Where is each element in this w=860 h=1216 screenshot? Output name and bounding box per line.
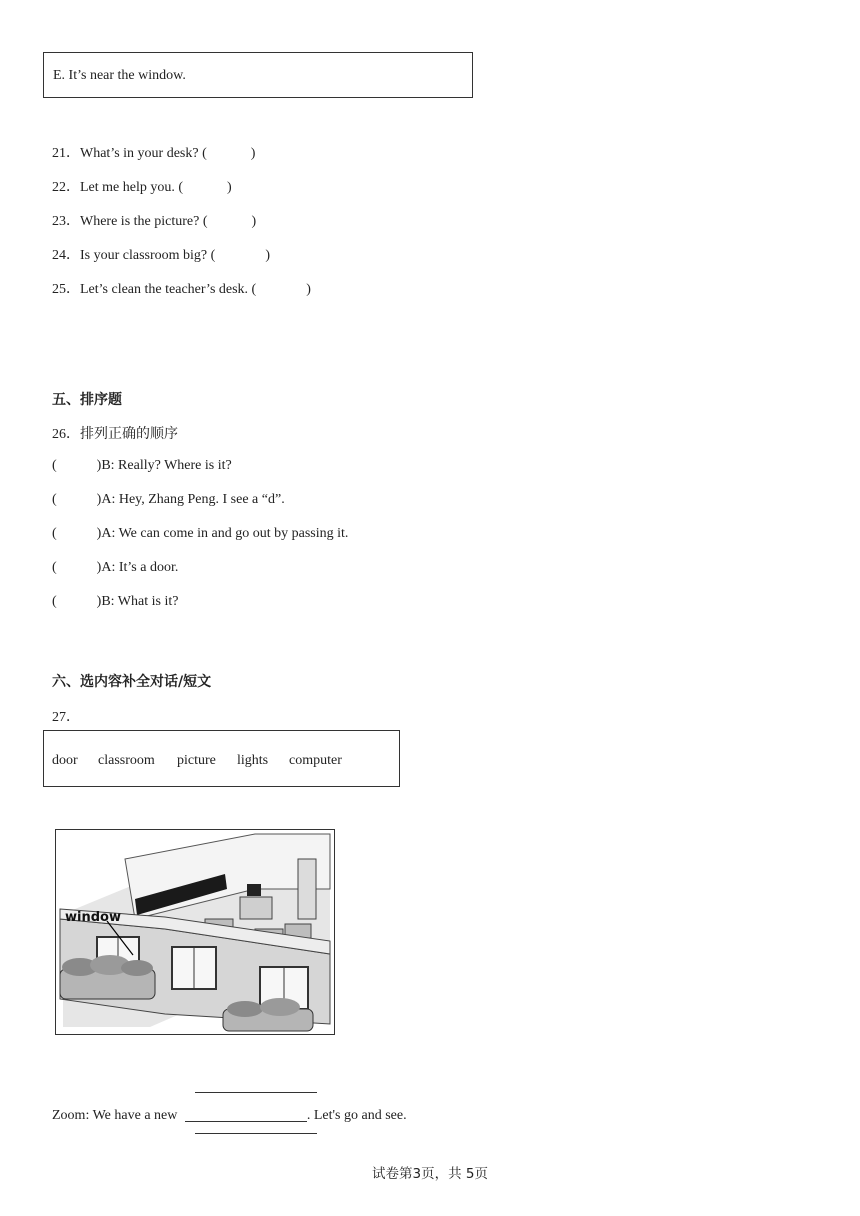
question-text: Is your classroom big? ( (80, 248, 216, 263)
option-e-text: E. It’s near the window. (53, 68, 186, 83)
dialogue-text: )A: It’s a door. (96, 560, 179, 575)
question-text: Where is the picture? ( (80, 214, 208, 229)
question-21 (52, 142, 255, 162)
question-text: Let me help you. ( (80, 180, 184, 195)
close-paren: ) (306, 282, 311, 297)
word-bank-item: picture (177, 753, 216, 768)
question-number: 22． (52, 180, 80, 195)
question-text: 排列正确的顺序 (80, 426, 178, 442)
open-paren: ( (52, 526, 57, 541)
question-text: Let’s clean the teacher’s desk. ( (80, 282, 257, 297)
dialogue-text: )B: Really? Where is it? (96, 458, 232, 473)
classroom-illustration (55, 829, 335, 1035)
order-line (52, 594, 178, 610)
close-paren: ) (251, 214, 257, 229)
question-22 (52, 176, 232, 196)
order-line (52, 458, 232, 474)
order-line (52, 526, 348, 542)
window-label: window (65, 910, 121, 925)
dialogue-text: )B: What is it? (96, 594, 179, 609)
close-paren: ) (250, 146, 256, 161)
open-paren: ( (52, 560, 57, 575)
question-text: What’s in your desk? ( (80, 146, 207, 161)
question-number: 26． (52, 427, 80, 442)
blank-line (195, 1133, 317, 1134)
question-number: 21． (52, 146, 80, 161)
word-bank-item: door (52, 753, 78, 768)
sentence-after: . Let's go and see. (306, 1108, 407, 1123)
question-number: 23． (52, 214, 80, 229)
question-27-number: 27． (52, 710, 80, 725)
sentence-before: Zoom: We have a new (52, 1108, 178, 1123)
question-24 (52, 244, 270, 264)
question-26 (52, 423, 178, 443)
dialogue-text: )A: We can come in and go out by passing it. (96, 526, 349, 541)
open-paren: ( (52, 492, 57, 507)
word-bank-item: computer (289, 753, 342, 768)
fill-in-sentence (52, 1107, 407, 1124)
answer-blank[interactable] (185, 1107, 307, 1122)
open-paren: ( (52, 594, 57, 609)
close-paren: ) (265, 248, 270, 263)
close-paren: ) (227, 180, 232, 195)
question-number: 25． (52, 282, 80, 297)
question-number: 24． (52, 248, 80, 263)
word-bank (43, 730, 400, 787)
order-line (52, 560, 178, 576)
open-paren: ( (52, 458, 57, 473)
word-bank-item: classroom (98, 753, 155, 768)
word-bank-item: lights (237, 753, 269, 768)
dialogue-text: )A: Hey, Zhang Peng. I see a “d”. (96, 492, 285, 507)
question-23 (52, 210, 256, 230)
page-footer: 试卷第3页，共 5页 (372, 1166, 488, 1182)
question-25 (52, 278, 311, 298)
blank-line (195, 1092, 317, 1093)
section-5-title: 五、排序题 (52, 392, 122, 408)
section-6-title: 六、选内容补全对话/短文 (52, 674, 212, 690)
order-line (52, 492, 285, 508)
option-e-box (43, 52, 473, 98)
